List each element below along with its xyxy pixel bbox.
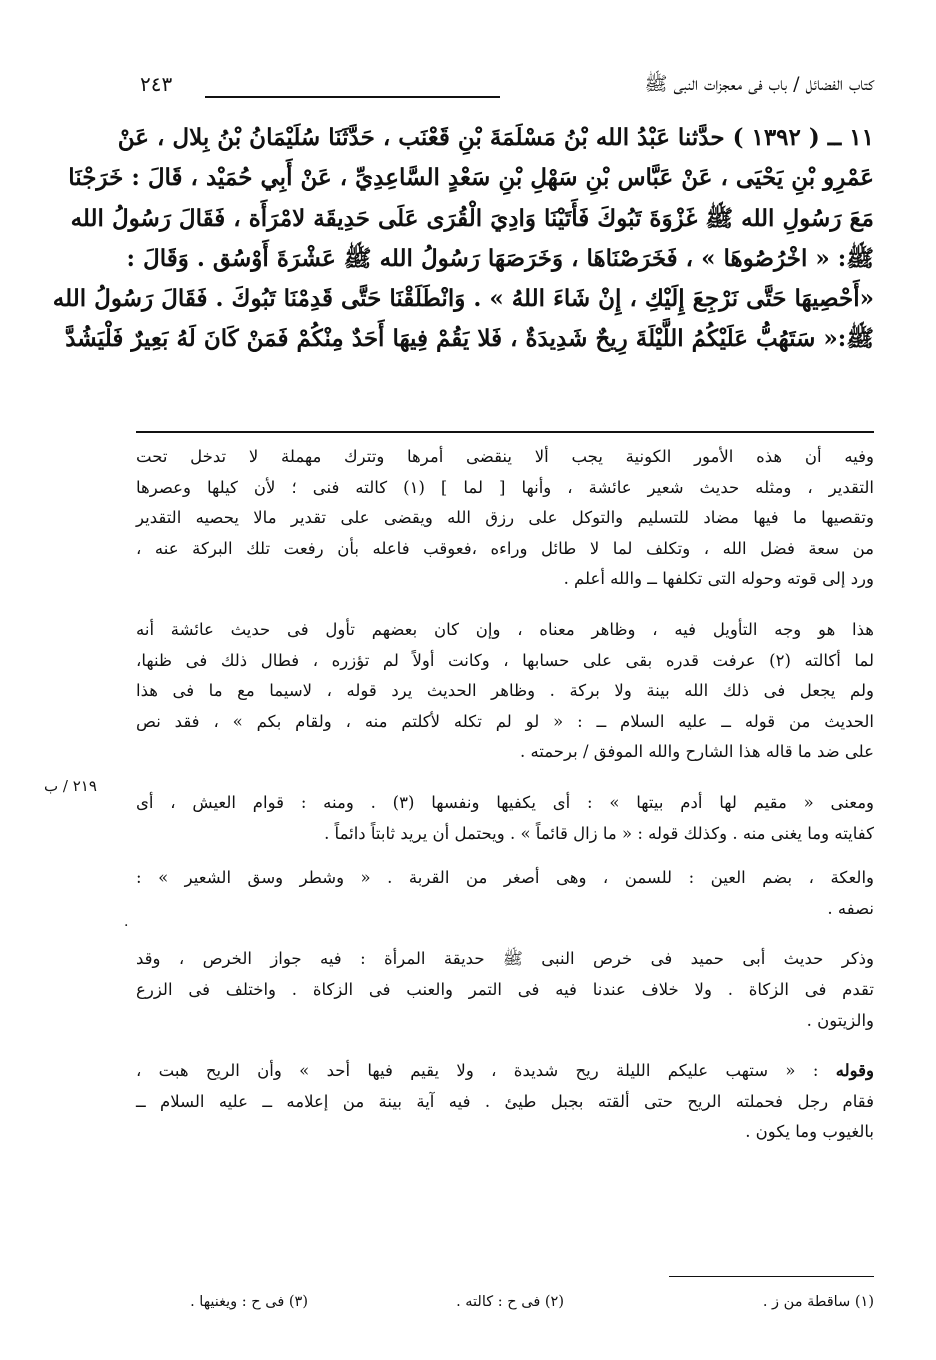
commentary-paragraph [136,442,874,595]
text-line: وذكر حديث أبى حميد فى خرص النبى ﷺ حديقة المرأة : فيه جواز الخرص ، وقد [136,949,874,969]
text-line: وفيه أن هذه الأمور الكونية يجب ألا ينقضى أمرها وتترك مهملة لا تدخل تحت [136,447,874,466]
text-line [136,1056,874,1087]
text-line: بالغيوب وما يكون . [745,1122,874,1142]
text-line: فقام رجل فحملته الريح حتى ألقته بجبل طيئ . فيه آية بينة من إعلامه ــ عليه السلام ــ [136,1091,874,1111]
text-line: من سعة فضل الله ، وتكلف لما لا طائل وراءه ،فعوقب فاعله بأن رفعت تلك البركة عنه ، [136,538,874,558]
footnote-rule [669,1276,874,1277]
margin-mark: · [124,918,129,934]
page-header-title: كتاب الفضائل / باب فى معجزات النبى ﷺ [644,73,874,95]
commentary-paragraph [136,788,874,849]
page-number: ٢٤٣ [140,72,173,96]
text-line: وتقصيها ما فيها مضاد للتسليم والتوكل على رزق الله ويقضى على تقدير مالا يحصيه التقدير [136,508,874,528]
commentary [136,442,874,1168]
commentary-paragraph [136,1056,874,1148]
text-line: على ضد ما قاله هذا الشارح والله الموفق / برحمته . [519,742,874,762]
text-line: تقدم فى الزكاة . ولا خلاف عندنا فيه فى التمر والعنب فى الزكاة . واختلف فى الزرع [136,979,874,999]
commentary-paragraph [136,944,874,1036]
section-divider [136,431,874,433]
text-line: نصفه . [827,898,874,918]
commentary-paragraph [136,863,874,924]
lemma-rest: : « ستهب عليكم الليلة ريح شديدة ، ولا يقيم فيها أحد » وأن الريح هبت ، [136,1061,836,1081]
text-line: لما أكالته (٢) عرفت قدره بقى على حسابها ، وكانت أولاً لم تؤزره ، فطال ذلك فى ظنها، [136,650,874,670]
text-line: الحديث من قوله ــ عليه السلام ــ : « لو لم تكله لأكلتم منه ، ولقام بكم » ، فقد نص [136,711,874,731]
folio-marker: ٢١٩ / ب [44,777,97,795]
hadith-text [52,118,874,360]
text-line: ورد إلى قوته وحوله التى تكلفها ــ والله أعلم . [563,569,874,589]
hadith-line: مَعَ رَسُولِ الله ﷺ غَزْوَةَ تَبُوكَ فَأَتَيْنَا وَادِيَ الْقُرَى عَلَى حَدِيقَة لامْرَأَة ، فَقَالَ رَسُولُ الله [70,204,874,232]
footnote: (١) ساقطة من ز . [762,1294,874,1310]
hadith-line: ١١ ــ ( ١٣٩٢ ) حدَّثنا عَبْدُ الله بْنُ مَسْلَمَةَ بْنِ قَعْنَب ، حَدَّثَنَا سُلَيْمَانُ بْنُ بِلال ، عَنْ [117,124,874,151]
hadith-line: ﷺ:« سَتَهُبُّ عَلَيْكُمُ اللَّيْلَةَ رِيحٌ شَدِيدَةٌ ، فَلا يَقُمْ فِيهَا أَحَدٌ مِنْكُمْ فَمَنْ كَانَ لَهُ بَعِيرٌ فَلْيَشُدَّ [65,325,874,353]
header-rule [205,96,500,98]
text-line: والعكة ، بضم العين : للسمن ، وهى أصغر من القربة . « وشطر وسق الشعير » : [136,868,874,888]
text-line: هذا هو وجه التأويل فيه ، وظاهر معناه ، وإن كان بعضهم تأول فى حديث عائشة أنه [136,619,874,639]
text-line: التقدير ، ومثله حديث شعير عائشة ، وأنها [ لما ] (١) كالته فنى ؛ لأن كيلها وعصرها [136,477,874,497]
hadith-line: عَمْرِو بْنِ يَحْيَى ، عَنْ عَبَّاس بْنِ سَهْلِ بْنِ سَعْدٍ السَّاعِدِيِّ ، عَنْ أَبِي حُمَيْد ، قَالَ : خَرَجْنَا [68,164,874,192]
footnote: (٣) فى ح : ويغنيها . [190,1294,308,1310]
text-line: ومعنى « مقيم لها أدم بيتها » : أى يكفيها ونفسها (٣) . ومنه : قوام العيش ، أى [136,792,874,812]
lemma-word: وقوله [835,1061,874,1081]
text-line: ولم يجعل فى ذلك الله بينة ولا بركة . وظاهر الحديث يرد قوله ، لاسيما مع ما فى هذا [136,681,874,701]
commentary-paragraph [136,615,874,768]
text-line: كفايته وما يغنى منه . وكذلك قوله : « ما زال قائماً » . ويحتمل أن يريد ثابتاً دائماً . [324,823,874,843]
footnote: (٢) فى ح : كالته . [456,1294,564,1310]
hadith-line: ﷺ: « اخْرُصُوهَا » ، فَخَرَصْنَاهَا ، وَخَرَصَهَا رَسُولُ الله ﷺ عَشْرَةَ أَوْسُق . وَقَالَ : [126,244,874,272]
hadith-line: «أَحْصِيهَا حَتَّى نَرْجِعَ إِلَيْكِ ، إِنْ شَاءَ اللهُ » . وَانْطَلَقْنَا حَتَّى قَدِمْنَا تَبُوكَ . فَقَالَ رَسُولُ الله [52,285,874,313]
text-line: والزيتون . [806,1010,874,1030]
